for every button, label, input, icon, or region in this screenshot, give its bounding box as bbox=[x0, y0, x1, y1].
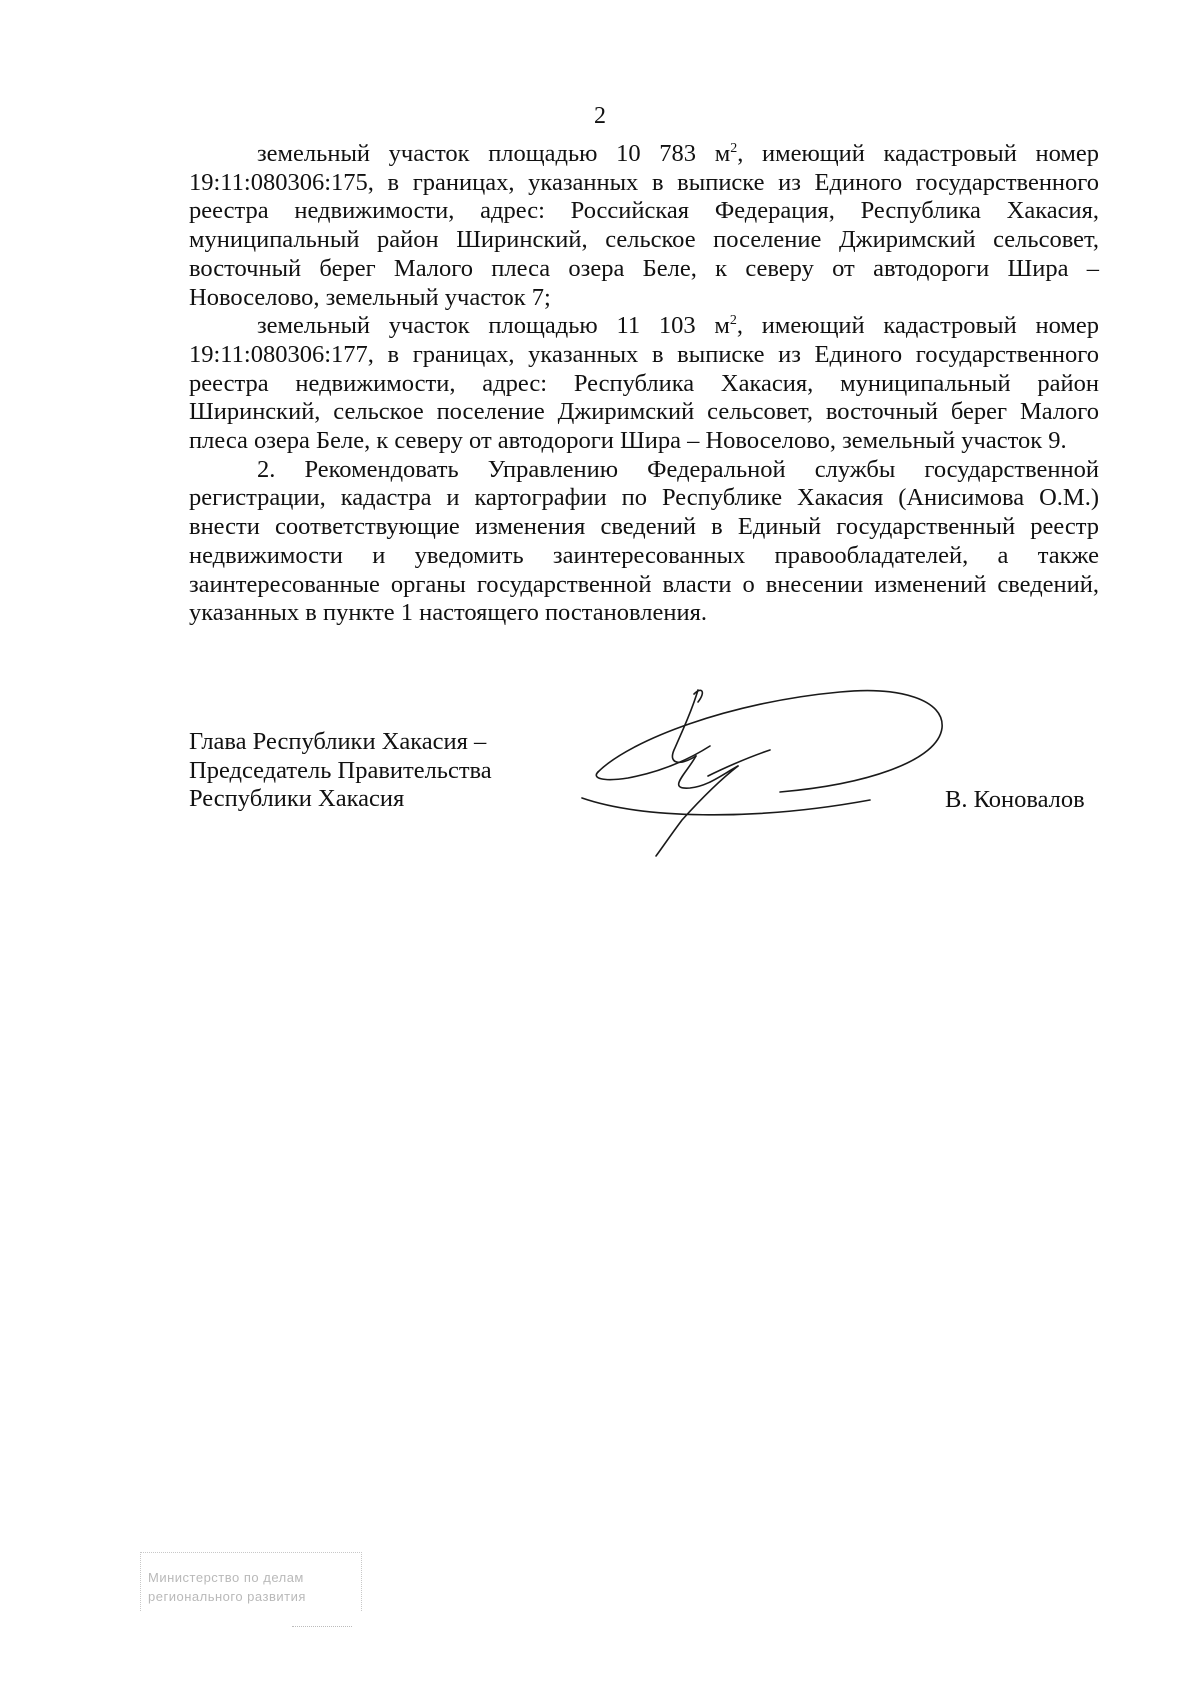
paragraph-recommendation bbox=[189, 456, 1099, 628]
signatory-name: В. Коновалов bbox=[945, 786, 1085, 813]
paragraph-land-plot-175 bbox=[189, 140, 1099, 312]
signatory-title bbox=[189, 728, 492, 814]
signatory-title-line: Республики Хакасия bbox=[189, 785, 405, 813]
handwritten-signature bbox=[570, 680, 960, 870]
signatory-title-line: Председатель Правительства bbox=[189, 756, 492, 784]
paragraph-text: , имеющий кадастровый номер 19:11:080306:175, в границах, указанных в выписке из Единого государственного реестра недвижимости, адрес: Российская Федерация, Республика Хакасия, муниципальный район Ширинский, сельское поселение Джиримский сельсовет, восточный берег Малого плеса озера Беле, к северу от автодороги Шира – Новоселово, земельный участок 7; bbox=[189, 140, 1100, 311]
registration-stamp bbox=[140, 1552, 362, 1612]
paragraph-text: , имеющий кадастровый номер 19:11:080306:177, в границах, указанных в выписке из Единого государственного реестра недвижимости, адрес: Республика Хакасия, муниципальный район Ширинский, сельское поселение Джиримский сельсовет, восточный берег Малого плеса озера Беле, к северу от автодороги Шира – Новоселово, земельный участок 9. bbox=[189, 312, 1100, 455]
paragraph-text: земельный участок площадью 11 103 м bbox=[257, 312, 730, 340]
page-number: 2 bbox=[594, 103, 606, 129]
document-body bbox=[189, 140, 1099, 628]
superscript: 2 bbox=[729, 313, 737, 329]
signatory-title-line: Глава Республики Хакасия – bbox=[189, 728, 487, 755]
stamp-line: регионального развития bbox=[148, 1589, 306, 1604]
stamp-line: Министерство по делам bbox=[148, 1570, 304, 1585]
paragraph-text: 2. Рекомендовать Управлению Федеральной службы государственной регистрации, кадастра и картографии по Республике Хакасия (Анисимова О.М.) внести соответствующие изменения сведений в Единый государственный реестр недвижимости и уведомить заинтересованных правообладателей, а также заинтересованные органы государственной власти о внесении изменений сведений, указанных в пункте 1 настоящего постановления. bbox=[189, 455, 1099, 627]
paragraph-text: земельный участок площадью 10 783 м bbox=[257, 140, 731, 167]
paragraph-land-plot-177 bbox=[189, 312, 1099, 456]
superscript: 2 bbox=[730, 140, 738, 156]
stamp-dotted-line bbox=[292, 1626, 352, 1627]
